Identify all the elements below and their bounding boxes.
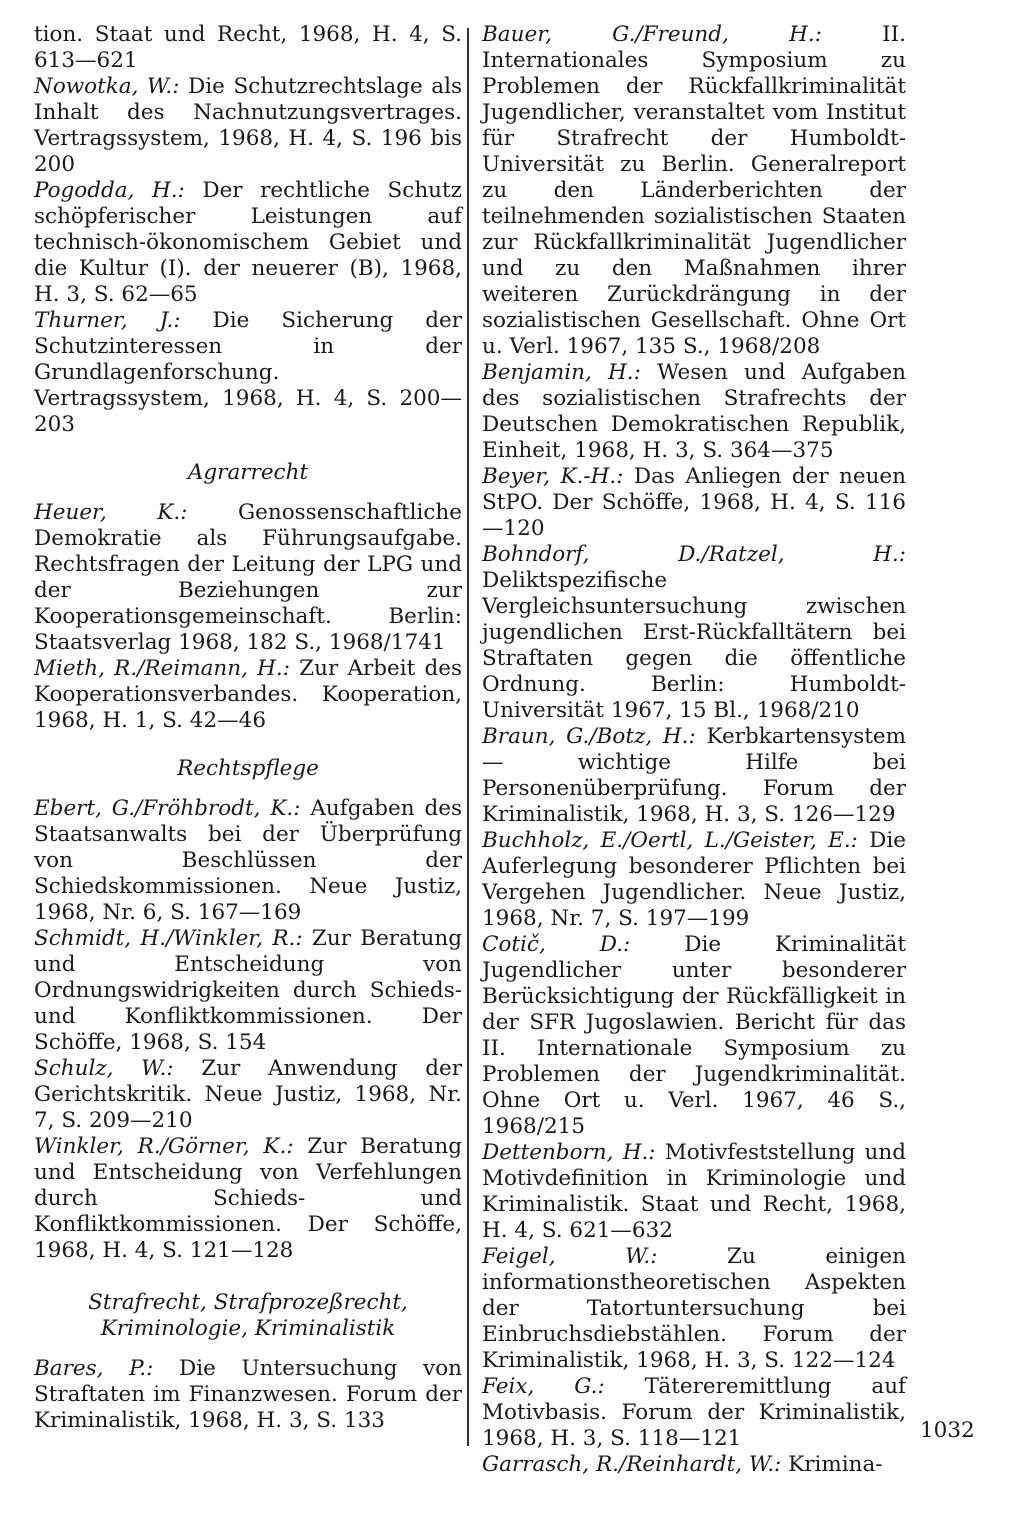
entry-text: Genossenschaftliche Demokratie als Führungsaufgabe. Rechtsfragen der Leitung der LPG und der Beziehungen zur Kooperationsgemeinschaft. Berlin: Staatsverlag 1968, 182 S., 1968/1741 — [34, 500, 462, 655]
bib-entry — [34, 1356, 462, 1434]
entry-author: Cotič, D.: — [482, 932, 631, 957]
section-heading-agrarrecht: Agrarrecht — [187, 460, 309, 485]
bib-entry — [482, 1374, 906, 1452]
entry-author: Schmidt, H./Winkler, R.: — [34, 926, 303, 951]
bib-entry — [34, 308, 462, 438]
bib-entry — [34, 926, 462, 1056]
left-column — [34, 22, 462, 1434]
bib-entry — [34, 796, 462, 926]
entry-text: Die Kriminalität Jugendlicher unter besonderer Berücksichtigung der Rückfälligkeit in der SFR Jugoslawien. Bericht für das II. Internationale Symposium zu Problemen der Jugendkriminalität. Ohne Ort u. Verl. 1967, 46 S., 1968/215 — [482, 932, 906, 1139]
entry-text: Aufgaben des Staatsanwalts bei der Überprüfung von Beschlüssen der Schiedskommissionen. Neue Justiz, 1968, Nr. 6, S. 167—169 — [34, 796, 462, 925]
entry-text: Zu einigen informationstheoretischen Aspekten der Tatortuntersuchung bei Einbruchsdiebstählen. Forum der Kriminalistik, 1968, H. 3, S. 122—124 — [482, 1244, 906, 1373]
bib-entry — [482, 1140, 906, 1244]
entry-author: Braun, G./Botz, H.: — [482, 724, 696, 749]
entry-text: Zur Beratung und Entscheidung von Ordnungswidrigkeiten durch Schieds- und Konfliktkommissionen. Der Schöffe, 1968, S. 154 — [34, 926, 462, 1055]
bib-entry — [482, 542, 906, 724]
entry-author: Feigel, W.: — [482, 1244, 658, 1269]
section-heading-strafrecht — [34, 1290, 462, 1342]
entry-author: Dettenborn, H.: — [482, 1140, 656, 1165]
entry-text: Zur Arbeit des Kooperationsverbandes. Kooperation, 1968, H. 1, S. 42—46 — [34, 656, 462, 733]
bib-entry — [482, 1452, 906, 1478]
entry-author: Winkler, R./Görner, K.: — [34, 1134, 294, 1159]
bib-entry — [34, 656, 462, 734]
entry-text: Motivfeststellung und Motivdefinition in Kriminologie und Kriminalistik. Staat und Recht, 1968, H. 4, S. 621—632 — [482, 1140, 906, 1243]
entry-author: Pogodda, H.: — [34, 178, 185, 203]
entry-author: Nowotka, W.: — [34, 74, 180, 99]
entry-author: Beyer, K.-H.: — [482, 464, 624, 489]
entry-text: Wesen und Aufgaben des sozialistischen Strafrechts der Deutschen Demokratischen Republik, Einheit, 1968, H. 3, S. 364—375 — [482, 360, 906, 463]
entry-text: Krimina- — [781, 1452, 883, 1477]
entry-author: Feix, G.: — [482, 1374, 605, 1399]
page-number: 1032 — [920, 1418, 975, 1443]
entry-text: II. Internationales Symposium zu Problemen der Rückfallkriminalität Jugendlicher, veranstaltet vom Institut für Strafrecht der Humboldt-Universität zu Berlin. Generalreport zu den Länderberichten der teilnehmenden sozialistischen Staaten zur Rückfallkriminalität Jugendlicher und zu den Maßnahmen ihrer weiteren Zurückdrängung in der sozialistischen Gesellschaft. Ohne Ort u. Verl. 1967, 135 S., 1968/208 — [482, 22, 906, 359]
entry-text: Zur Anwendung der Gerichtskritik. Neue Justiz, 1968, Nr. 7, S. 209—210 — [34, 1056, 462, 1133]
bib-entry — [482, 932, 906, 1140]
bib-entry — [34, 500, 462, 656]
entry-author: Schulz, W.: — [34, 1056, 174, 1081]
bib-entry — [482, 828, 906, 932]
section-heading-rechtspflege: Rechtspflege — [177, 756, 319, 781]
entry-text: Der rechtliche Schutz schöpferischer Leistungen auf technisch-ökonomischem Gebiet und die Kultur (I). der neuerer (B), 1968, H. 3, S. 62—65 — [34, 178, 462, 307]
bib-entry — [34, 74, 462, 178]
entry-author: Bares, P.: — [34, 1356, 154, 1381]
entry-text: Die Untersuchung von Straftaten im Finanzwesen. Forum der Kriminalistik, 1968, H. 3, S. 133 — [34, 1356, 462, 1433]
entry-author: Bohndorf, D./Ratzel, H.: — [482, 542, 906, 567]
entry-author: Thurner, J.: — [34, 308, 181, 333]
entry-text: Zur Beratung und Entscheidung von Verfehlungen durch Schieds- und Konfliktkommissionen. Der Schöffe, 1968, H. 4, S. 121—128 — [34, 1134, 462, 1263]
column-divider — [467, 28, 469, 1446]
entry-author: Buchholz, E./Oertl, L./Geister, E.: — [482, 828, 858, 853]
bib-entry — [34, 1134, 462, 1264]
entry-author: Heuer, K.: — [34, 500, 188, 525]
bib-entry — [482, 724, 906, 828]
bib-entry — [482, 360, 906, 464]
bib-entry — [482, 464, 906, 542]
entry-text: Tätereremittlung auf Motivbasis. Forum der Kriminalistik, 1968, H. 3, S. 118—121 — [482, 1374, 907, 1451]
bib-entry — [482, 1244, 906, 1374]
entry-text: Die Auferlegung besonderer Pflichten bei Vergehen Jugendlicher. Neue Justiz, 1968, Nr. 7, S. 197—199 — [482, 828, 907, 931]
heading-line: Strafrecht, Strafprozeßrecht, — [88, 1290, 408, 1315]
entry-author: Ebert, G./Fröhbrodt, K.: — [34, 796, 301, 821]
entry-author: Garrasch, R./Reinhardt, W.: — [482, 1452, 782, 1477]
bib-entry: tion. Staat und Recht, 1968, H. 4, S. 613—621 — [34, 22, 462, 73]
bib-entry — [482, 22, 906, 360]
entry-author: Mieth, R./Reimann, H.: — [34, 656, 290, 681]
entry-author: Benjamin, H.: — [482, 360, 641, 385]
bib-entry — [34, 178, 462, 308]
entry-author: Bauer, G./Freund, H.: — [482, 22, 822, 47]
heading-line: Kriminologie, Kriminalistik — [100, 1316, 396, 1341]
entry-text: Die Schutzrechtslage als Inhalt des Nachnutzungsvertrages. Vertragssystem, 1968, H. 4, S. 196 bis 200 — [34, 74, 462, 177]
bib-entry — [34, 1056, 462, 1134]
entry-text: Deliktspezifische Vergleichsuntersuchung zwischen jugendlichen Erst-Rückfalltätern bei Straftaten gegen die öffentliche Ordnung. Berlin: Humboldt-Universität 1967, 15 Bl., 1968/210 — [482, 568, 906, 723]
entry-text: Kerbkartensystem — wichtige Hilfe bei Personenüberprüfung. Forum der Kriminalistik, 1968, H. 3, S. 126—129 — [482, 724, 907, 827]
right-column — [482, 22, 906, 1478]
entry-text: Die Sicherung der Schutzinteressen in der Grundlagenforschung. Vertragssystem, 1968, H. 4, S. 200—203 — [34, 308, 462, 437]
entry-text: Das Anliegen der neuen StPO. Der Schöffe, 1968, H. 4, S. 116—120 — [482, 464, 906, 541]
